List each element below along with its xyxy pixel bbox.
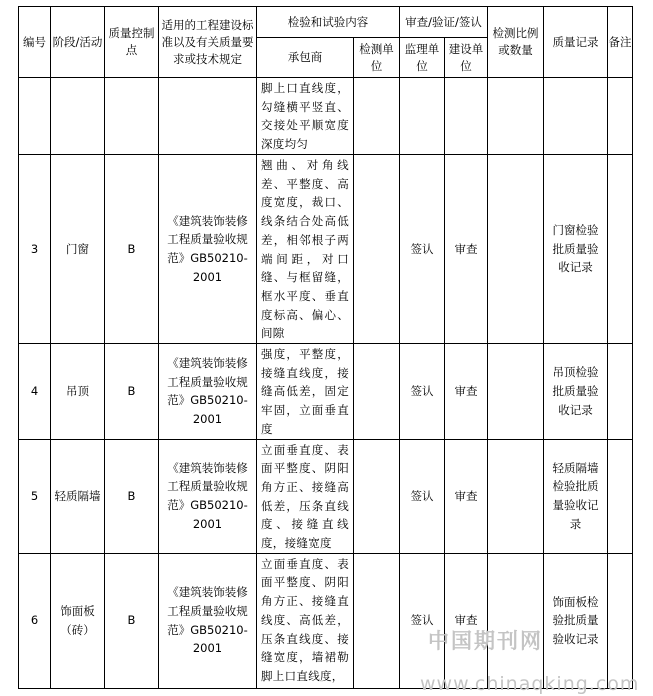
cell-standard: 《建筑装饰装修工程质量验收规范》GB50210-2001: [159, 344, 257, 440]
cell-standard: [159, 78, 257, 155]
table-row: [19, 155, 633, 344]
cell-record: 门窗检验批质量验收记录: [544, 155, 608, 344]
header-stage: 阶段/活动: [51, 7, 105, 78]
cell-record: 饰面板检验批质量验收记录: [544, 553, 608, 688]
cell-ratio: [488, 553, 544, 688]
watermark-url: www.chinaqking.com: [420, 673, 640, 695]
cell-record: 吊顶检验批质量验收记录: [544, 344, 608, 440]
cell-test-unit: [354, 78, 400, 155]
table-row: [19, 553, 633, 688]
cell-contractor: 强度，平整度，接缝直线度，接缝高低差，固定牢固，立面垂直度: [257, 344, 354, 440]
cell-ratio: [488, 78, 544, 155]
watermark-title: 中国期刊网: [428, 628, 543, 653]
cell-ratio: [488, 155, 544, 344]
header-review-group: 审查/验证/签认: [400, 7, 488, 38]
table-row: [19, 439, 633, 553]
header-remarks: 备注: [608, 7, 633, 78]
cell-stage: 门窗: [51, 155, 105, 344]
header-ratio: 检测比例或数量: [488, 7, 544, 78]
cell-stage: [51, 78, 105, 155]
cell-number: 5: [19, 439, 51, 553]
header-owner: 建设单位: [445, 38, 488, 78]
cell-owner: 审查: [445, 553, 488, 688]
cell-test-unit: [354, 553, 400, 688]
cell-owner: 审查: [445, 439, 488, 553]
cell-contractor: 翘曲、对角线差、平整度、高度宽度，裁口、线条结合处高低差，相邻根子两端间距，对口缝、与框留缝，框水平度、垂直度标高、偏心、间隙: [257, 155, 354, 344]
cell-test-unit: [354, 155, 400, 344]
cell-remarks: [608, 344, 633, 440]
cell-stage: 轻质隔墙: [51, 439, 105, 553]
cell-standard: 《建筑装饰装修工程质量验收规范》GB50210-2001: [159, 553, 257, 688]
cell-standard: 《建筑装饰装修工程质量验收规范》GB50210-2001: [159, 155, 257, 344]
table-row: [19, 78, 633, 155]
cell-record: 轻质隔墙检验批质量验收记录: [544, 439, 608, 553]
cell-control-point: B: [105, 155, 159, 344]
header-contractor: 承包商: [257, 38, 354, 78]
cell-owner: 审查: [445, 155, 488, 344]
cell-control-point: B: [105, 439, 159, 553]
cell-contractor: 立面垂直度、表面平整度、阴阳角方正、接缝直线度、高低差，压条直线度、接缝宽度，墙裙勒脚上口直线度，: [257, 553, 354, 688]
cell-owner: [445, 78, 488, 155]
cell-control-point: B: [105, 344, 159, 440]
cell-stage: 吊顶: [51, 344, 105, 440]
cell-owner: 审查: [445, 344, 488, 440]
header-standard: 适用的工程建设标准以及有关质量要求或技术规定: [159, 7, 257, 78]
cell-remarks: [608, 439, 633, 553]
cell-supervisor: 签认: [400, 439, 445, 553]
header-number: 编号: [19, 7, 51, 78]
cell-supervisor: 签认: [400, 553, 445, 688]
cell-contractor: 立面垂直度、表面平整度、阴阳角方正、接缝高低差，压条直线度、接缝直线度，接缝宽度: [257, 439, 354, 553]
cell-stage: 饰面板（砖）: [51, 553, 105, 688]
cell-number: 3: [19, 155, 51, 344]
header-inspection-group: 检验和试验内容: [257, 7, 400, 38]
cell-number: 4: [19, 344, 51, 440]
cell-ratio: [488, 439, 544, 553]
cell-control-point: B: [105, 553, 159, 688]
header-row: [19, 7, 633, 38]
cell-remarks: [608, 553, 633, 688]
cell-remarks: [608, 155, 633, 344]
cell-ratio: [488, 344, 544, 440]
cell-supervisor: [400, 78, 445, 155]
cell-number: 6: [19, 553, 51, 688]
header-record: 质量记录: [544, 7, 608, 78]
cell-standard: 《建筑装饰装修工程质量验收规范》GB50210-2001: [159, 439, 257, 553]
cell-supervisor: 签认: [400, 344, 445, 440]
quality-control-table: [18, 6, 633, 689]
cell-supervisor: 签认: [400, 155, 445, 344]
cell-record: [544, 78, 608, 155]
cell-test-unit: [354, 344, 400, 440]
cell-test-unit: [354, 439, 400, 553]
header-test-unit: 检测单位: [354, 38, 400, 78]
cell-number: [19, 78, 51, 155]
header-supervisor: 监理单位: [400, 38, 445, 78]
cell-control-point: [105, 78, 159, 155]
cell-remarks: [608, 78, 633, 155]
table-row: [19, 344, 633, 440]
cell-contractor: 脚上口直线度，勾缝横平竖直、交接处平顺宽度深度均匀: [257, 78, 354, 155]
header-control-point: 质量控制点: [105, 7, 159, 78]
